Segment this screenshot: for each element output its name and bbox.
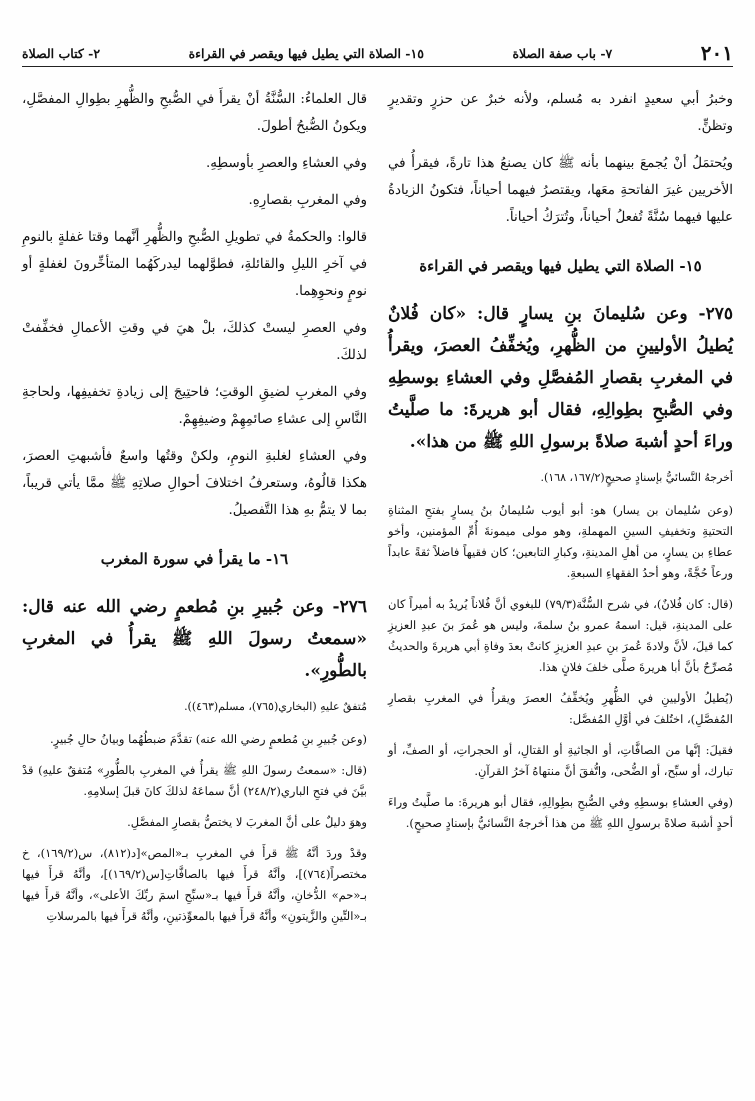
paragraph: وخبرُ أبي سعيدٍ انفرد به مُسلم، ولأنه خبرٌ عن حزرٍ وتقديرٍ وتظنٍّ. (388, 92, 733, 134)
chapter-title: ٧- باب صفة الصلاة (512, 45, 613, 61)
hadith-reference: مُتفقٌ عليهِ (البخاري(٧٦٥)، مسلم(٤٦٣)). (184, 700, 367, 713)
commentary-paragraph: (قال: «سمعتُ رسولَ اللهِ ﷺ يقرأُ في المغربِ بالطُّورِ» مُتفقٌ عليهِ) قدْ بيَّنَ في فتحِ الباري(٢٤٨/٢) أنَّ سماعَهُ لذلكَ كانَ قبلَ إسلامِهِ. (22, 763, 367, 798)
section-heading: ١٥- الصلاة التي يطيل فيها ويقصر في القراءة (419, 257, 702, 275)
commentary-paragraph: (قال: كان فُلانٌ)، في شرح السُّنَّة(٧٩/٣) للبغوي أنَّ فُلاناً يُريدُ به أميراً كان على المدينةِ، قيل: اسمهُ عمرو بنُ سلمةَ، وليس هو عُمرَ بنَ عبدِ العزيزِ كما قيلَ، لأنَّ ولادةَ عُمرَ بنِ عبدِ العزيزِ كانتْ بعدَ وفاةِ أبي هريرةَ والحديثُ مُصرِّحٌ بأنَّ أبا هريرةَ صلَّى خلفَ فلانٍ هذا. (388, 597, 733, 674)
paragraph: وفي العشاءِ لغلبةِ النومِ، ولكنْ وقتُها واسعٌ فأشبهتِ العصرَ، هكذا قالُوهُ، وستعرفُ اختلافَ أحوالِ صلاتِهِ ﷺ ممَّا يأتي قريباً، بما لا يتمُّ بهِ هذا التَّفصيلُ. (22, 449, 367, 518)
paragraph: وفي المغربِ بقصارِهِ. (248, 193, 367, 208)
paragraph: وفي العصرِ ليستْ كذلكَ، بلْ هيَ في وقتِ الأعمالِ فخفِّفتْ لذلكَ. (22, 321, 367, 363)
paragraph: قالوا: والحكمةُ في تطويلِ الصُّبحِ والظُّهرِ أنَّهما وقتا غفلةٍ بالنومِ في آخرِ الليلِ والقائلةِ، فطوَّلهما ليدركَهُما المتأخِّرونَ لغفلةٍ أو نومٍ ونحوِهِما. (22, 230, 367, 299)
hadith-text: ٢٧٦- وعن جُبيرِ بنِ مُطعمٍ رضي الله عنه قال: «سمعتُ رسولَ اللهِ ﷺ يقرأُ في المغربِ بالطُّورِ». (22, 597, 367, 681)
hadith-reference: أخرجهُ النَّسائيُّ بإسنادٍ صحيحٍ(١٦٧/٢، ١٦٨). (540, 471, 733, 484)
paragraph: وفي المغربِ لضيقِ الوقتِ؛ فاحتِيجَ إلى زيادةِ تخفيفِها، ولحاجةِ النَّاسِ إلى عشاءِ صائمِهِمْ وضيفِهِمْ. (22, 385, 367, 427)
section-title: ١٥- الصلاة التي يطيل فيها ويقصر في القراءة (188, 45, 424, 61)
right-column (388, 86, 733, 1087)
left-column (22, 86, 367, 1087)
commentary-paragraph: وقدْ وردَ أنَّهُ ﷺ قرأَ في المغربِ بـ«المص»[د(٨١٢)، س(١٦٩/٢)، خ مختصراً(٧٦٤)]، وأنَّهُ قرأَ فيها بالصافَّاتِ[س(١٦٩/٢)]، وأنَّهُ قرأَ فيها بـ«حم» الدُّخانِ، وأنَّهُ قرأَ فيها بـ«سبِّحِ اسمَ ربِّكَ الأعلى»، وأنَّهُ قرأَ فيها بـ«التِّينِ والزَّيتونِ» وأنَّهُ قرأَ فيها بالمعوِّذتينِ، وأنَّهُ قرأَ فيها بالمرسلاتِ (22, 846, 367, 923)
commentary-paragraph: (وفي العشاءِ بوسطِهِ وفي الصُّبحِ بطِوالِهِ، فقال أبو هريرةَ: ما صلَّيتُ وراءَ أحدٍ أشبهَ صلاةً برسولِ اللهِ ﷺ من هذا أخرجهُ النَّسائيُّ بإسنادٍ صحيحٍ). (388, 795, 733, 830)
page-number: ٢٠١ (700, 41, 733, 65)
paragraph: قال العلماءُ: السُّنَّةُ أنْ يقرأَ في الصُّبحِ والظُّهرِ بطِوالِ المفصَّلِ، ويكونُ الصُّبحُ أطولَ. (22, 92, 367, 134)
commentary-paragraph: (وعن جُبيرِ بنِ مُطعمٍ رضي الله عنه) تقدَّمَ ضبطُهُما وبيانُ حالِ جُبيرٍ. (49, 732, 367, 746)
commentary-paragraph: (وعن سُليمان بن يسار) هو: أبو أيوب سُليمانُ بنُ يسارٍ بفتحِ المثناةِ التحتيةِ وتخفيفِ السينِ المهملةِ، وهو مولى ميمونةَ أُمِّ المؤمنين، وأخو عطاءِ بن يسارٍ، من أهلِ المدينةِ، وكبارِ التابعين؛ كان فقيهاً فاضلاً ثقةً عابداً ورعاً حُجَّةً، وهو أحدُ الفقهاءِ السبعةِ. (388, 503, 733, 580)
section-heading: ١٦- ما يقرأ في سورة المغرب (100, 550, 289, 568)
commentary-paragraph: (يُطيلُ الأوليينِ في الظُّهرِ ويُخفِّفُ العصرَ ويقرأُ في المغربِ بقصارِ المُفصَّلِ)، اختُلفَ في أوَّلِ المُفصَّل: (388, 691, 733, 726)
book-title: ٢- كتاب الصلاة (22, 45, 101, 61)
commentary-paragraph: فقيلَ: إنَّها من الصافَّاتِ، أو الجاثيةِ أو القتالِ، أو الحجراتِ، أو الصفِّ، أو تبارك، أو سبِّح، أو الضُّحى، واتُّفقَ أنَّ منتهاهُ آخرُ القرآنِ. (388, 743, 733, 778)
commentary-paragraph: وهوَ دليلٌ على أنَّ المغربَ لا يختصُّ بقصارِ المفصَّلِ. (127, 815, 367, 829)
paragraph: وفي العشاءِ والعصرِ بأوسطِهِ. (205, 156, 367, 171)
running-header (22, 40, 733, 67)
hadith-text: ٢٧٥- وعن سُليمانَ بنِ يسارٍ قال: «كان فُلانٌ يُطيلُ الأوليينِ من الظُّهرِ، ويُخفِّفُ العصرَ، ويقرأُ في المغربِ بقصارِ المُفصَّلِ وفي العشاءِ بوسطِهِ وفي الصُّبحِ بطِوالِهِ، فقال أبو هريرةَ: ما صلَّيتُ وراءَ أحدٍ أشبهَ صلاةً برسولِ اللهِ ﷺ من هذا». (388, 304, 733, 452)
paragraph: ويُحتمَلُ أنْ يُجمعَ بينهما بأنه ﷺ كان يصنعُ هذا تارةً، فيقرأُ في الأخريين غيرَ الفاتحةِ معَها، ويقتصرُ فيهما أحياناً، فتكونُ الزيادةُ عليها فيهما سُنَّةً تُفعلُ أحياناً، وتُترَكُ أحياناً. (388, 156, 733, 225)
